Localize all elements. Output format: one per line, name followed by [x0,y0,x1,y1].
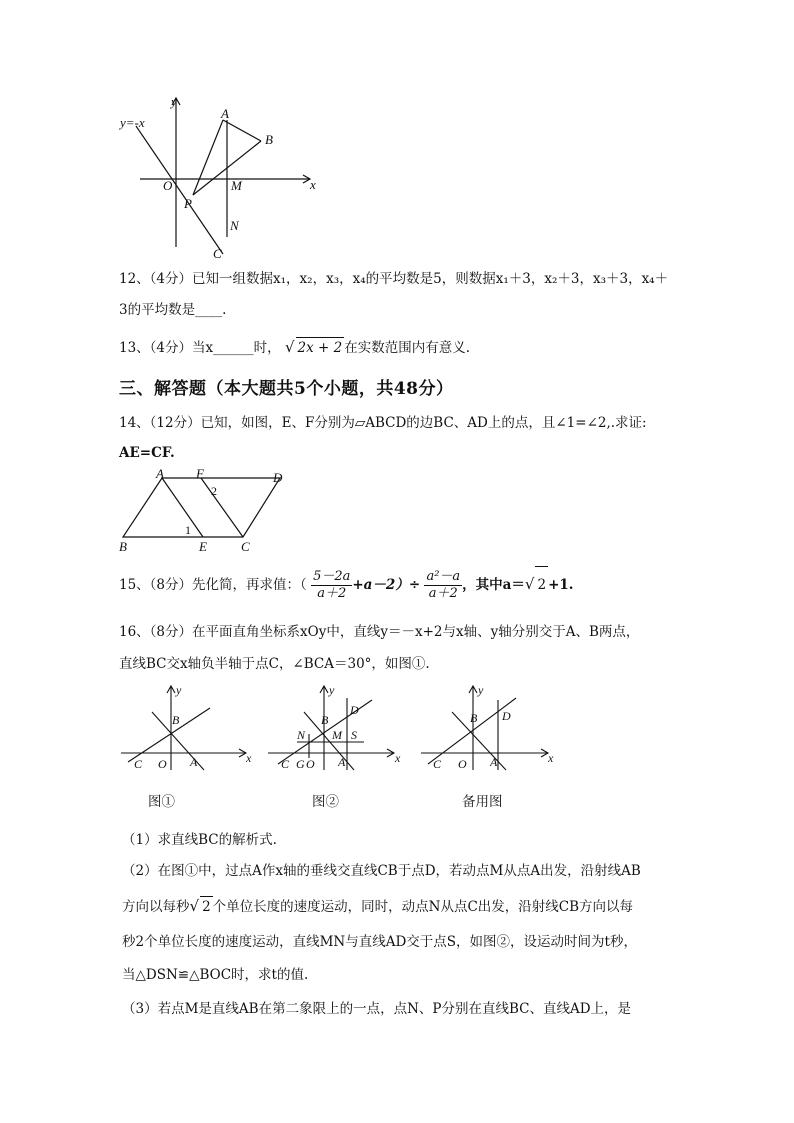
label-a: A [221,106,229,121]
label-x: x [310,177,316,192]
label-d: D [273,470,283,485]
label-s: S [351,728,357,742]
label-d: D [502,709,511,723]
label-c: C [134,757,143,771]
sqrt-sign: √ [524,575,535,593]
q15-number: 15、（8分） [119,577,193,593]
figure-q16-1 [118,682,258,774]
label-f: F [196,468,204,481]
label-d: D [350,703,359,717]
q16-part2-line2 [122,896,633,917]
q16-p2-post: 个单位长度的速度运动，同时，动点N从点C出发，沿射线CB方向以每 [212,899,634,915]
q16-p2-radicand: 2 [200,896,213,917]
q15 [119,566,573,603]
q13-pre: 当x [192,340,214,356]
q13-number: 13、（4分） [119,340,193,356]
label-angle-2: 2 [211,484,217,498]
segment-ab [223,120,261,141]
label-e: E [199,539,207,554]
q12-line1 [119,269,668,289]
q13 [119,337,470,358]
sqrt-sign: √ [189,897,200,915]
q16-line2: 直线BC交x轴负半轴于点C，∠BCA＝30°，如图①. [119,656,430,672]
label-c: C [241,539,250,554]
q16-part2-line1: （2）在图①中，过点A作x轴的垂线交直线CB于点D，若动点M从点A出发，沿射线AB [122,863,641,879]
segment-fc [201,478,243,537]
q16-text: 在平面直角坐标系xOy中，直线y＝－x+2与x轴、y轴分别交于A、B两点， [192,624,640,640]
q16-part2-line4: 当△DSN≌△BOC时，求t的值. [122,967,309,983]
q12-text: 已知一组数据x₁，x₂，x₃，x₄的平均数是5，则数据x₁＋3，x₂＋3，x₃＋3，x₄＋ [192,271,669,287]
q15-radicand: 2 [535,566,548,603]
q16-part3: （3）若点M是直线AB在第二象限上的一点，点N、P分别在直线BC、直线AD上，是 [122,1001,632,1017]
q15-post: +1. [548,577,574,593]
label-m: M [332,728,342,742]
label-b: B [119,539,127,554]
sqrt-sign: √ [284,338,295,356]
q13-post: 在实数范围内有意义. [344,340,470,356]
figure-q11 [110,92,330,264]
parallelogram-abcd [123,478,280,537]
figure-q16-2 [264,682,412,774]
label-p: P [184,196,192,211]
q14-line1 [119,413,647,433]
label-c: C [213,246,222,261]
label-n: N [230,218,239,233]
label-angle-1: 1 [185,523,191,537]
label-x: x [395,751,401,765]
label-y: y [478,683,484,697]
frac1-numerator: 5－2a [313,569,351,584]
line-y-neg-x [136,126,223,254]
frac2-numerator: a²－a [426,569,461,584]
q16-number: 16、（8分） [119,624,193,640]
label-n: N [297,728,306,742]
label-o: O [306,757,315,771]
q16-part2-line3: 秒2个单位长度的速度运动，直线MN与直线AD交于点S，如图②，设运动时间为t秒， [122,934,637,950]
figure-q14-parallelogram [115,468,295,554]
label-a: A [490,755,498,769]
label-c: C [433,757,442,771]
label-y-neg-x: y=-x [120,115,145,130]
q15-mid1: +a－2）÷ [352,577,421,593]
label-m: M [231,178,242,193]
q16-line1 [119,622,639,642]
q15-mid2: ，其中a＝ [462,577,525,593]
label-g: G [296,757,305,771]
segment-ae [162,478,203,537]
q12-line2: 3的平均数是____. [119,302,227,318]
label-b: B [265,132,273,147]
label-b: B [321,713,329,727]
q15-fraction-1 [311,569,352,602]
q14-line2: AE=CF. [119,445,175,461]
caption-spare: 备用图 [462,794,503,810]
label-a: A [190,755,198,769]
line-bc [428,698,516,764]
label-a: A [156,468,164,481]
q16-part1: （1）求直线BC的解析式. [122,832,277,848]
label-o: O [163,178,173,193]
frac1-denominator: a＋2 [317,586,347,601]
figure-q16-spare [418,682,558,774]
label-x: x [246,751,252,765]
label-c: C [281,757,290,771]
line-bc [128,708,210,762]
label-o: O [458,757,467,771]
q12-number: 12、（4分） [119,271,193,287]
label-o: O [158,757,167,771]
q13-mid: 时， [253,340,281,356]
label-y: y [329,683,335,697]
label-y: y [171,94,177,109]
label-x: x [548,751,554,765]
label-a: A [338,755,346,769]
q15-pre: 先化简，再求值：（ [192,577,307,593]
q15-fraction-2 [424,569,462,602]
q13-radicand: 2x + 2 [296,337,345,358]
label-b: B [172,713,180,727]
q13-blank: ______ [213,340,254,356]
label-y: y [176,683,182,697]
caption-fig2: 图② [312,794,339,810]
caption-fig1: 图① [148,794,175,810]
frac2-denominator: a＋2 [428,586,458,601]
section-title: 三、解答题（本大题共5个小题，共48分） [119,379,454,399]
q14-text: 已知，如图，E、F分别为▱ABCD的边BC、AD上的点，且∠1=∠2,.求证: [200,415,647,431]
q16-p2-pre: 方向以每秒 [122,899,190,915]
label-b: B [470,711,478,725]
q14-number: 14、（12分） [119,415,201,431]
